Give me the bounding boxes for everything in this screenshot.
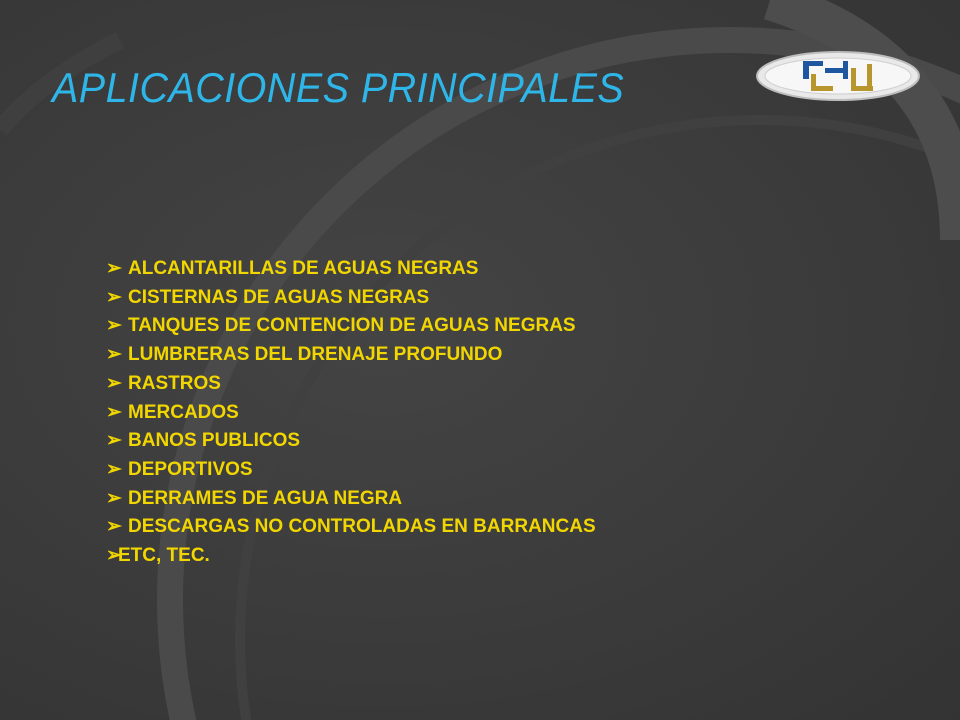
arrow-bullet-icon: ➢ [106, 344, 122, 366]
list-item-text: RASTROS [128, 372, 221, 394]
applications-list [106, 255, 596, 571]
list-item [106, 370, 596, 399]
arrow-bullet-icon: ➢ [106, 286, 122, 308]
list-item-text: LUMBRERAS DEL DRENAJE PROFUNDO [128, 344, 503, 366]
list-item [106, 312, 596, 341]
arrow-bullet-icon: ➢ [106, 430, 122, 452]
list-item [106, 513, 596, 542]
arrow-bullet-icon: ➢ [106, 545, 122, 567]
company-logo [755, 50, 921, 102]
list-item [106, 341, 596, 370]
list-item [106, 485, 596, 514]
arrow-bullet-icon: ➢ [106, 372, 122, 394]
list-item-text: DERRAMES DE AGUA NEGRA [128, 487, 403, 509]
list-item [106, 542, 596, 571]
arrow-bullet-icon: ➢ [106, 315, 122, 337]
list-item [106, 284, 596, 313]
list-item-text: ETC, TEC. [118, 545, 210, 567]
arrow-bullet-icon: ➢ [106, 516, 122, 538]
list-item-text: DESCARGAS NO CONTROLADAS EN BARRANCAS [128, 516, 596, 538]
arrow-bullet-icon: ➢ [106, 401, 122, 423]
arrow-bullet-icon: ➢ [106, 258, 122, 279]
list-item-text: CISTERNAS DE AGUAS NEGRAS [128, 286, 430, 308]
list-item-text: DEPORTIVOS [128, 458, 253, 480]
slide-title: APLICACIONES PRINCIPALES [52, 64, 625, 111]
list-item-text: MERCADOS [128, 401, 239, 423]
list-item-text: TANQUES DE CONTENCION DE AGUAS NEGRAS [128, 315, 576, 337]
list-item [106, 456, 596, 485]
list-item-text: BANOS PUBLICOS [128, 430, 301, 452]
arrow-bullet-icon: ➢ [106, 487, 122, 509]
list-item [106, 399, 596, 428]
list-item [106, 255, 596, 284]
arrow-bullet-icon: ➢ [106, 458, 122, 480]
list-item-text: ALCANTARILLAS DE AGUAS NEGRAS [128, 258, 479, 279]
list-item [106, 427, 596, 456]
